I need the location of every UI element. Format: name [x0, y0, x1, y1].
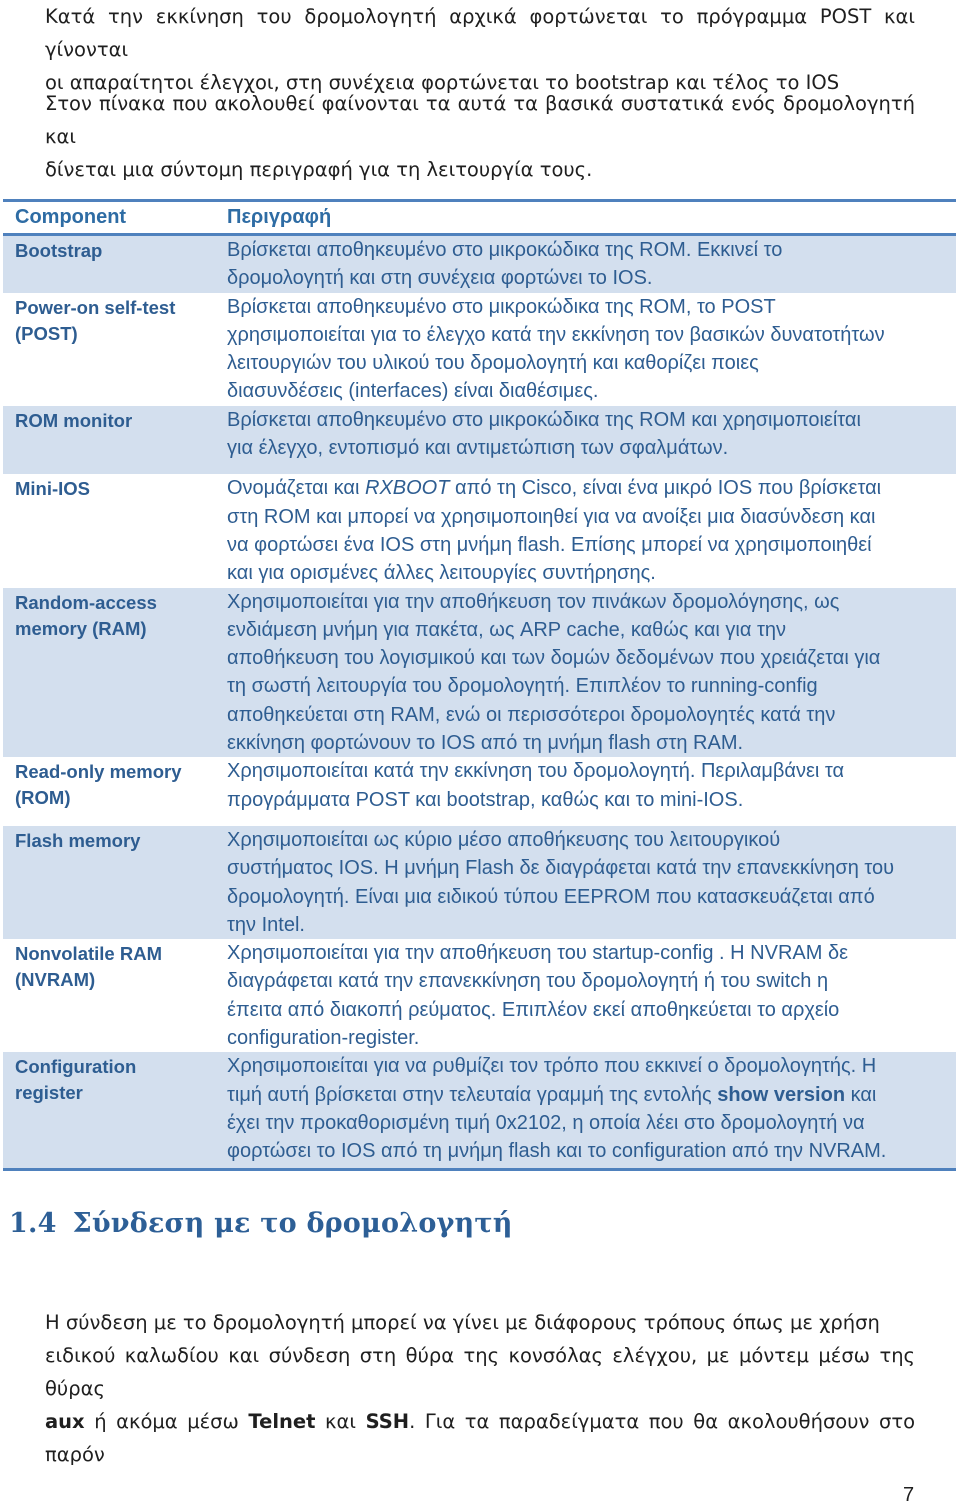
component-name-line: Bootstrap [15, 240, 103, 261]
description-line: λειτουργιών του υλικού του δρομολογητή και καθορίζει ποιες [227, 352, 759, 375]
closing-line: ειδικού καλωδίου και σύνδεση στη θύρα της κονσόλας ελέγχου, με μόντεμ μέσω της θύρας [45, 1344, 915, 1400]
component-name-line: Flash memory [15, 829, 141, 851]
intro-line: δίνεται μια σύντομη περιγραφή για τη λειτουργία τους. [45, 158, 593, 181]
intro-paragraph-2 [45, 87, 915, 186]
description-line: configuration-register. [227, 1027, 420, 1050]
component-name [3, 1052, 215, 1169]
component-description [215, 588, 956, 758]
component-name-line: Nonvolatile RAM [15, 943, 162, 965]
component-name [3, 588, 215, 758]
intro-line: Κατά την εκκίνηση του δρομολογητή αρχικά φορτώνεται το πρόγραμμα POST και γίνονται [45, 5, 915, 61]
description-line: για έλεγχο, εντοπισμό και αντιμετώπιση των σφαλμάτων. [227, 437, 729, 460]
description-line: φορτώσει το IOS από τη μνήμη flash και το configuration από την NVRAM. [227, 1140, 887, 1163]
description-text: Ονομάζεται και [227, 477, 365, 500]
description-line [227, 474, 956, 502]
table-row [3, 474, 956, 587]
component-name-line: ROM monitor [15, 409, 133, 431]
component-name [3, 293, 215, 406]
description-line: έχει την προκαθορισμένη τιμή 0x2102, η οποία λέει στο δρομολογητή να [227, 1111, 865, 1134]
router-components-table [3, 199, 956, 1171]
description-line: και για ορισμένες άλλες λειτουργίες συντήρησης. [227, 562, 656, 585]
component-name-line: memory (RAM) [15, 617, 147, 639]
closing-text: και [315, 1410, 366, 1433]
intro-line: Στον πίνακα που ακολουθεί φαίνονται τα αυτά τα βασικά συστατικά ενός δρομολογητή και [45, 92, 915, 148]
table-row [3, 939, 956, 1052]
description-line: Χρησιμοποιείται ως κύριο μέσο αποθήκευσης του λειτουργικού [227, 828, 781, 851]
section-heading [9, 1208, 513, 1239]
description-line: την Intel. [227, 913, 305, 936]
closing-line: Η σύνδεση με το δρομολογητή μπορεί να γίνει με διάφορους τρόπους όπως με χρήση [45, 1311, 880, 1334]
description-line: δρομολογητή και στη συνέχεια φορτώνει το IOS. [227, 267, 653, 290]
description-line: δρομολογητή. Είναι μια ειδικού τύπου EEPROM που κατασκευάζεται από [227, 885, 875, 908]
description-line [227, 1081, 956, 1109]
component-description [215, 1052, 956, 1169]
page-number: 7 [903, 1484, 915, 1506]
component-description [215, 757, 956, 826]
table-row [3, 235, 956, 293]
description-line: διαγράφεται κατά την επανεκκίνηση του δρομολογητή ή του switch η [227, 970, 829, 993]
description-line: Χρησιμοποιείται για να ρυθμίζει τον τρόπο που εκκινεί ο δρομολογητής. Η [227, 1055, 877, 1078]
description-line: χρησιμοποιείται για το έλεγχο κατά την εκκίνηση τον βασικών δυνατοτήτων [227, 323, 885, 346]
description-text: από τη Cisco, είναι ένα μικρό IOS που βρίσκεται [449, 477, 882, 500]
component-name-line: Power-on self-test [15, 296, 176, 318]
ssh-term: SSH [365, 1410, 410, 1433]
table-row [3, 757, 956, 826]
closing-text: . Για τα παραδείγματα που θα ακολουθήσουν στο παρόν [45, 1410, 916, 1466]
component-name [3, 939, 215, 1052]
component-description [215, 406, 956, 475]
intro-paragraph-1 [45, 0, 915, 99]
intro-line: οι απαραίτητοι έλεγχοι, στη συνέχεια φορτώνεται το bootstrap και τέλος το IOS [45, 71, 840, 94]
aux-term: aux [45, 1410, 85, 1433]
description-text: τιμή αυτή βρίσκεται στην τελευταία γραμμή της εντολής [227, 1083, 718, 1106]
component-description [215, 474, 956, 587]
component-name [3, 474, 215, 587]
table-row [3, 406, 956, 475]
description-line: Χρησιμοποιείται κατά την εκκίνηση του δρομολογητή. Περιλαμβάνει τα [227, 760, 845, 783]
table-row [3, 588, 956, 758]
component-name-line: (ROM) [15, 787, 71, 809]
description-line: τη σωστή λειτουργία του δρομολογητή. Επιπλέον το running-config [227, 675, 818, 698]
description-line: να φορτώσει ένα IOS στη μνήμη flash. Επίσης μπορεί να χρησιμοποιηθεί [227, 533, 872, 556]
description-line: προγράμματα POST και bootstrap, καθώς και το mini-IOS. [227, 788, 744, 811]
table-header-row [3, 201, 956, 235]
table-row [3, 826, 956, 939]
description-line: αποθηκεύεται στη RAM, ενώ οι περισσότεροι δρομολογητές κατά την [227, 703, 836, 726]
description-line: διασυνδέσεις (interfaces) είναι διαθέσιμες. [227, 380, 599, 403]
component-name-line: (NVRAM) [15, 969, 96, 991]
show-version-command: show version [717, 1083, 846, 1106]
closing-line [45, 1405, 915, 1471]
description-line: εκκίνηση φορτώνουν το IOS από τη μνήμη flash στη RAM. [227, 732, 744, 755]
component-name [3, 757, 215, 826]
rxboot-term: RXBOOT [365, 477, 450, 500]
component-name-line: Read-only memory [15, 761, 182, 783]
description-line: συστήματος IOS. Η μνήμη Flash δε διαγράφεται κατά την επανεκκίνηση του [227, 857, 895, 880]
component-name-line: Configuration [15, 1056, 137, 1078]
description-line: Χρησιμοποιείται για την αποθήκευση τον πινάκων δρομολόγησης, ως [227, 590, 840, 613]
component-description [215, 826, 956, 939]
component-name-line: Mini-IOS [15, 478, 91, 500]
closing-text: ή ακόμα μέσω [84, 1410, 249, 1433]
column-header-component: Component [3, 201, 215, 235]
telnet-term: Telnet [248, 1410, 316, 1433]
component-name [3, 826, 215, 939]
component-description [215, 939, 956, 1052]
description-line: ενδιάμεση μνήμη για πακέτα, ως ARP cache, καθώς και για την [227, 618, 786, 641]
section-title: Σύνδεση με το δρομολογητή [72, 1208, 513, 1239]
description-line: Χρησιμοποιείται για την αποθήκευση του startup-config . Η NVRAM δε [227, 942, 848, 965]
section-number: 1.4 [9, 1208, 57, 1239]
component-description [215, 235, 956, 293]
closing-paragraph [45, 1306, 915, 1471]
description-line: Βρίσκεται αποθηκευμένο στο μικροκώδικα της ROM και χρησιμοποιείται [227, 408, 861, 431]
table-row [3, 293, 956, 406]
component-name-line: Random-access [15, 591, 157, 613]
description-line: αποθήκευση του λογισμικού και των δομών δεδομένων που χρειάζεται για [227, 647, 881, 670]
component-name-line: register [15, 1082, 83, 1104]
description-line: έπειτα από διακοπή ρεύματος. Επιπλέον εκεί αποθηκεύεται το αρχείο [227, 998, 840, 1021]
component-name-line: (POST) [15, 322, 78, 344]
description-line: Βρίσκεται αποθηκευμένο στο μικροκώδικα της ROM. Εκκινεί το [227, 239, 783, 261]
column-header-description: Περιγραφή [215, 201, 956, 235]
table-row [3, 1052, 956, 1169]
component-name [3, 235, 215, 293]
description-text: και [845, 1083, 877, 1106]
component-name [3, 406, 215, 475]
description-line: στη ROM και μπορεί να χρησιμοποιηθεί για να ανοίξει μια διασύνδεση και [227, 505, 876, 528]
description-line: Βρίσκεται αποθηκευμένο στο μικροκώδικα της ROM, το POST [227, 295, 776, 318]
component-description [215, 293, 956, 406]
